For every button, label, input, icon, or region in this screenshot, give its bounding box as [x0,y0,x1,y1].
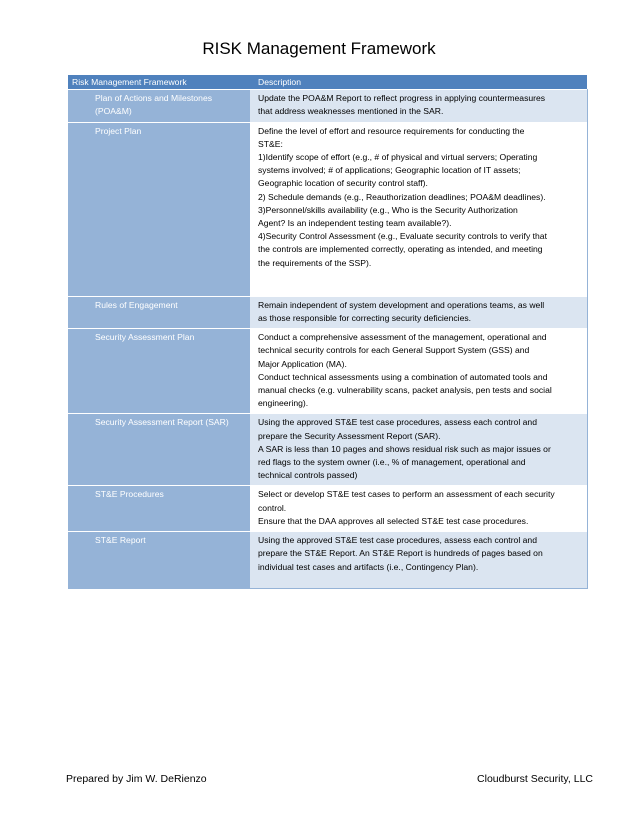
framework-item-description [250,296,587,328]
framework-item-name [68,486,250,532]
footer-author: Prepared by Jim W. DeRienzo [66,773,207,785]
risk-framework-table [68,75,588,589]
framework-item-description [250,329,587,414]
description-line: A SAR is less than 10 pages and shows residual risk such as major issues or [258,443,551,454]
description-line: that address weaknesses mentioned in the SAR. [258,106,444,117]
description-line: systems involved; # of applications; Geographic location of IT assets; [258,165,521,176]
description-line: Major Application (MA). [258,358,347,369]
description-line: the requirements of the SSP). [258,257,372,268]
description-line: 4)Security Control Assessment (e.g., Evaluate security controls to verify that [258,231,547,242]
table-row [68,122,587,296]
framework-item-name-line: Rules of Engagement [95,299,178,310]
table-row [68,414,587,486]
framework-item-name [68,296,250,328]
framework-item-description [250,122,587,296]
description-line: control. [258,502,287,513]
header-description: Description [250,75,587,90]
table-row [68,90,587,122]
framework-item-name [68,90,250,122]
table-row [68,532,587,589]
description-line: Select or develop ST&E test cases to perform an assessment of each security [258,489,555,500]
footer-company: Cloudburst Security, LLC [477,773,593,785]
framework-item-name [68,329,250,414]
table-row [68,296,587,328]
description-line: technical controls passed) [258,470,358,481]
description-line: technical security controls for each General Support System (GSS) and [258,345,530,356]
framework-item-name-line: ST&E Procedures [95,489,164,500]
description-line: prepare the ST&E Report. An ST&E Report is hundreds of pages based on [258,548,543,559]
description-line: 3)Personnel/skills availability (e.g., Who is the Security Authorization [258,204,518,215]
document-title: RISK Management Framework [202,39,436,58]
header-framework: Risk Management Framework [68,75,250,90]
table-row [68,486,587,532]
framework-item-name-line: Project Plan [95,125,142,136]
table-header-row [68,75,587,90]
description-line: Conduct a comprehensive assessment of the management, operational and [258,332,547,343]
framework-item-description [250,90,587,122]
framework-item-name-line: Security Assessment Report (SAR) [95,417,229,428]
description-line: 2) Schedule demands (e.g., Reauthorization deadlines; POA&M deadlines). [258,191,546,202]
description-line: ST&E: [258,138,283,149]
description-line: Geographic location of security control staff). [258,178,428,189]
description-line: Remain independent of system development and operations teams, as well [258,299,545,310]
framework-item-name-line: Plan of Actions and Milestones [95,93,213,104]
description-line: Conduct technical assessments using a combination of automated tools and [258,371,548,382]
framework-item-name [68,532,250,589]
framework-item-name-line: Security Assessment Plan [95,332,195,343]
framework-item-description [250,532,587,589]
framework-item-name [68,414,250,486]
framework-item-description [250,414,587,486]
description-line: manual checks (e.g. vulnerability scans, packet analysis, pen tests and social [258,385,552,396]
description-line: Using the approved ST&E test case procedures, assess each control and [258,535,537,546]
framework-item-name-line: (POA&M) [95,106,132,117]
description-line: prepare the Security Assessment Report (SAR). [258,430,441,441]
description-line: individual test cases and artifacts (i.e., Contingency Plan). [258,561,479,572]
table-body [68,90,587,589]
description-line: 1)Identify scope of effort (e.g., # of physical and virtual servers; Operating [258,152,538,163]
framework-item-name [68,122,250,296]
description-line: as those responsible for correcting security deficiencies. [258,313,472,324]
table-row [68,329,587,414]
framework-item-name-line: ST&E Report [95,535,146,546]
description-line: Ensure that the DAA approves all selected ST&E test case procedures. [258,515,529,526]
description-line: red flags to the system owner (i.e., % of management, operational and [258,457,526,468]
description-line: Update the POA&M Report to reflect progress in applying countermeasures [258,93,546,104]
framework-item-description [250,486,587,532]
description-line: Agent? Is an independent testing team available?). [258,218,452,229]
description-line: the controls are implemented correctly, operating as intended, and meeting [258,244,543,255]
description-line: engineering). [258,398,309,409]
description-line: Using the approved ST&E test case procedures, assess each control and [258,417,537,428]
description-line: Define the level of effort and resource requirements for conducting the [258,125,525,136]
